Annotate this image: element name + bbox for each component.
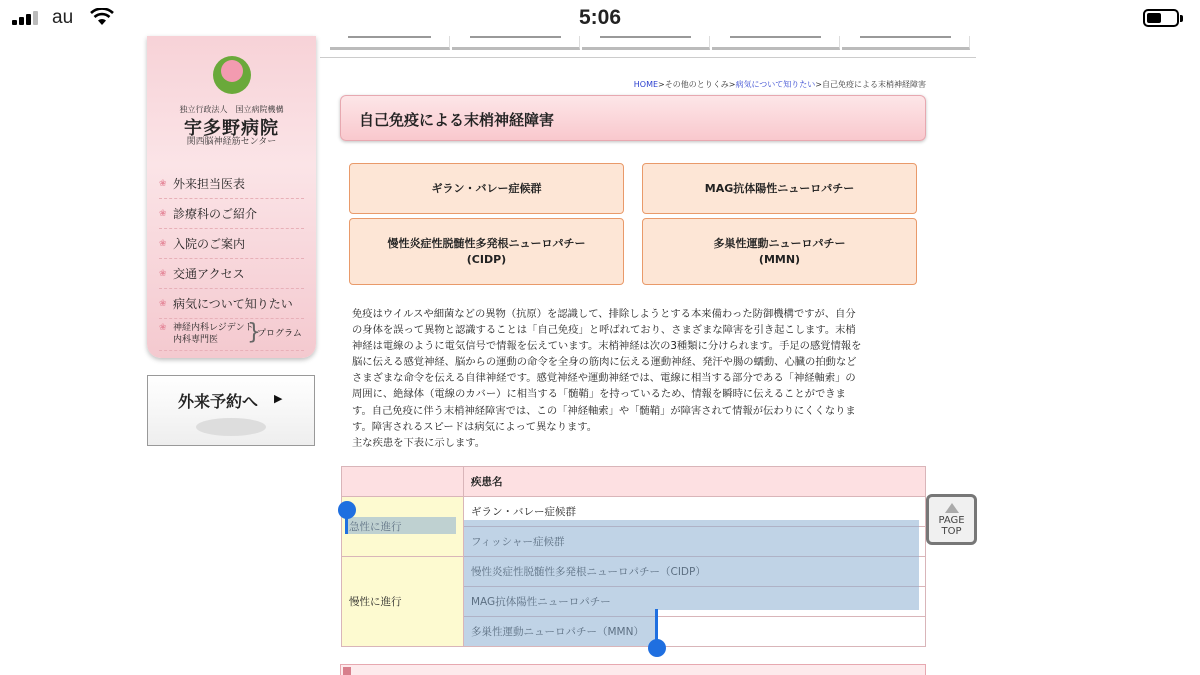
status-time: 5:06: [578, 6, 622, 29]
reservation-label: 外来予約へ: [178, 392, 259, 411]
breadcrumb-other[interactable]: その他のとりくみ: [664, 80, 729, 89]
program-line2: 内科専門医: [173, 335, 219, 345]
cidp-button[interactable]: 慢性炎症性脱髄性多発根ニューロパチー (CIDP): [349, 218, 624, 285]
table-header-row: [342, 467, 926, 497]
intro-paragraph: 免疫はウイルスや細菌などの異物（抗原）を認識して、排除しようとする本来備わった防御機構ですが、自分 の身体を誤って異物と認識することは「自己免疫」と呼ばれており、さまざまな障害を引き起こします。末梢 神経は電線のように電気信号で情報を伝えています。末梢神経は次の3種類に分けられます。手足の感覚情報を 脳に伝える感覚神経、脳からの運動の命令を全身の筋肉に伝える運動神経、発汗や腸の蠕動、心臓の拍動など さまざまな命令を伝える自律神経です。感覚神経や運動神経では、電線に相当する部分である「神経軸索」の 周囲に、絶縁体（電線のカバー）に相当する「髄鞘」を持っているため、情報を瞬時に伝えることができま す。自己免疫に伴う末梢神経障害では、この「神経軸索」や「髄鞘」が障害されて情報が伝わりにくくなりま す。障害されるスピードは病気によって異なります。 主な疾患を下表に示します。: [352, 308, 862, 449]
phone-device-image: [196, 418, 266, 436]
breadcrumb-current: 自己免疫による末梢神経障害: [822, 80, 926, 89]
top-nav-tab[interactable]: [842, 36, 970, 50]
org-name: 独立行政法人 国立病院機構: [179, 105, 284, 114]
mmn-button[interactable]: 多巣性運動ニューロパチー (MMN): [642, 218, 917, 285]
sidebar-menu: [159, 169, 304, 351]
chronic-category: 慢性に進行: [342, 557, 464, 647]
page-top-button[interactable]: PAGE TOP: [926, 494, 977, 545]
selection-start-bar: [345, 512, 348, 534]
selection-end-handle[interactable]: [648, 639, 666, 657]
table-cell: ギラン・バレー症候群: [464, 497, 926, 527]
text-selection-highlight: [464, 556, 919, 610]
top-nav-tab[interactable]: [452, 36, 580, 50]
sidebar-item-diseases[interactable]: ❀ 病気について知りたい: [159, 289, 304, 319]
outpatient-reservation-banner[interactable]: [147, 375, 315, 446]
page-title-box: [340, 95, 926, 141]
up-arrow-icon: [945, 503, 959, 513]
breadcrumb: HOME>その他のとりくみ>病気について知りたい>自己免疫による末梢神経障害: [633, 80, 926, 89]
gbs-button[interactable]: ギラン・バレー症候群: [349, 163, 624, 214]
top-nav: [320, 36, 976, 58]
text-selection-highlight: [346, 517, 456, 534]
text-selection-highlight: [464, 520, 919, 556]
text-selection-highlight: [464, 610, 657, 646]
table-header-disease: 疾患名: [464, 467, 926, 497]
breadcrumb-disease[interactable]: 病気について知りたい: [735, 80, 816, 89]
sidebar-item-access[interactable]: ❀ 交通アクセス: [159, 259, 304, 289]
sidebar: [147, 36, 316, 358]
hospital-logo-icon[interactable]: [213, 56, 251, 94]
breadcrumb-home[interactable]: HOME: [633, 80, 659, 89]
program-line1: ❀ 神経内科レジデント: [173, 323, 254, 333]
carrier-name: au: [52, 7, 74, 28]
hospital-name[interactable]: 宇多野病院: [184, 118, 279, 139]
play-arrow-icon: ▶: [274, 392, 283, 405]
top-nav-tab[interactable]: [330, 36, 450, 50]
page-title: 自己免疫による末梢神経障害: [359, 111, 555, 129]
mag-button[interactable]: MAG抗体陽性ニューロパチー: [642, 163, 917, 214]
sidebar-item-outpatient-schedule[interactable]: ❀ 外来担当医表: [159, 169, 304, 199]
sidebar-item-departments[interactable]: ❀ 診療科のご紹介: [159, 199, 304, 229]
battery-icon: [1143, 9, 1179, 27]
status-bar: [0, 0, 1200, 36]
table-header-empty: [342, 467, 464, 497]
program-suffix: プログラム: [257, 329, 302, 339]
next-section-box: [340, 664, 926, 675]
brace-icon: }: [247, 320, 261, 345]
hospital-subtitle: 関西脳神経筋センター: [186, 137, 277, 147]
top-nav-tab[interactable]: [582, 36, 710, 50]
top-nav-tab[interactable]: [712, 36, 840, 50]
sidebar-item-admission[interactable]: ❀ 入院のご案内: [159, 229, 304, 259]
sidebar-item-program[interactable]: [159, 319, 304, 351]
